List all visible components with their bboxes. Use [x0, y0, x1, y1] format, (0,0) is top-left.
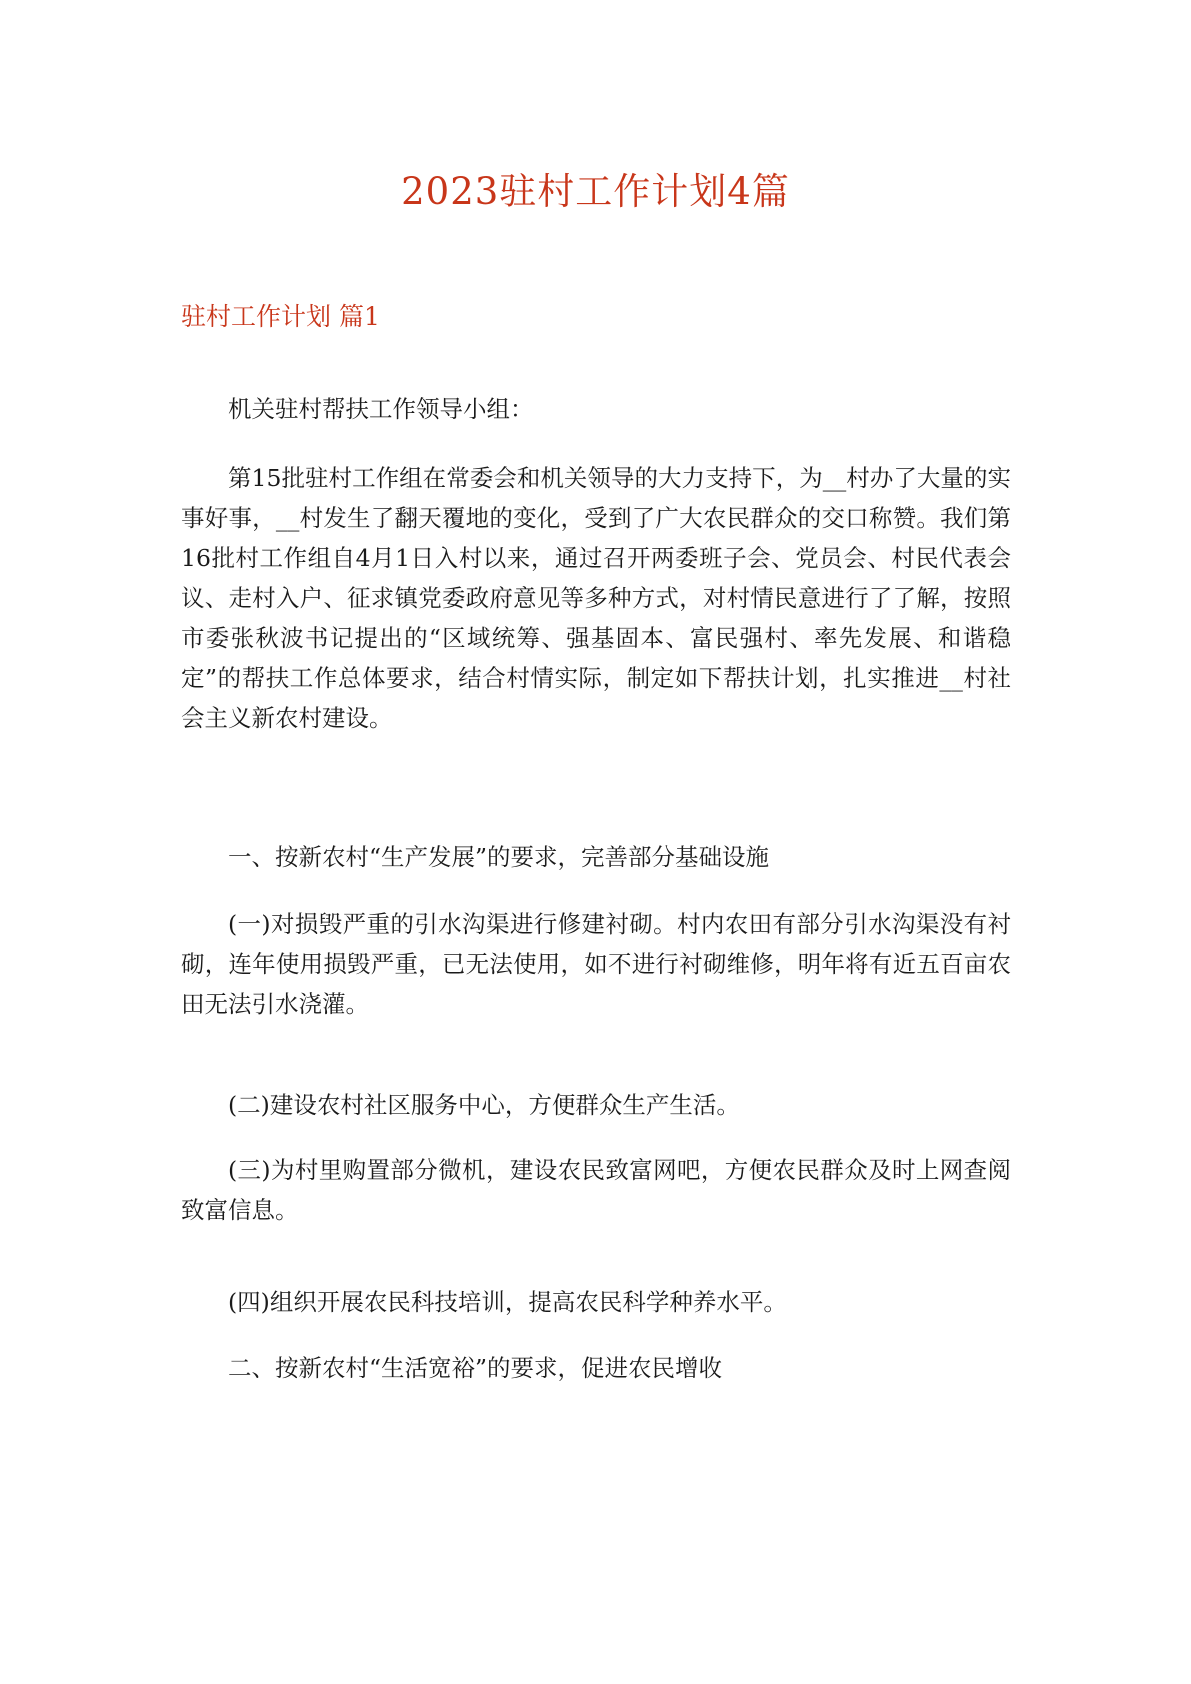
section-heading: 驻村工作计划 篇1 — [181, 302, 380, 331]
item-one-paragraph: (一)对损毁严重的引水沟渠进行修建衬砌。村内农田有部分引水沟渠没有衬砌，连年使用损毁严重，已无法使用，如不进行衬砌维修，明年将有近五百亩农田无法引水浇灌。 — [181, 910, 1011, 1018]
item-three-paragraph: (三)为村里购置部分微机，建设农民致富网吧，方便农民群众及时上网查阅致富信息。 — [181, 1156, 1011, 1224]
document-title: 2023驻村工作计划4篇 — [401, 170, 790, 213]
salutation-paragraph: 机关驻村帮扶工作领导小组： — [228, 395, 534, 423]
intro-paragraph: 第15批驻村工作组在常委会和机关领导的大力支持下，为__村办了大量的实事好事，__村发生了翻天覆地的变化，受到了广大农民群众的交口称赞。我们第16批村工作组自4月1日入村以来，通过召开两委班子会、党员会、村民代表会议、走村入户、征求镇党委政府意见等多种方式，对村情民意进行了了解，按照市委张秋波书记提出的“区域统筹、强基固本、富民强村、率先发展、和谐稳定”的帮扶工作总体要求，结合村情实际，制定如下帮扶计划，扎实推进__村社会主义新农村建设。 — [181, 464, 1011, 732]
item-four-paragraph: (四)组织开展农民科技培训，提高农民科学种养水平。 — [228, 1288, 787, 1316]
item-two-paragraph: (二)建设农村社区服务中心，方便群众生产生活。 — [228, 1091, 740, 1119]
section-two-heading: 二、按新农村“生活宽裕”的要求，促进农民增收 — [228, 1354, 723, 1382]
section-one-heading: 一、按新农村“生产发展”的要求，完善部分基础设施 — [228, 843, 770, 871]
